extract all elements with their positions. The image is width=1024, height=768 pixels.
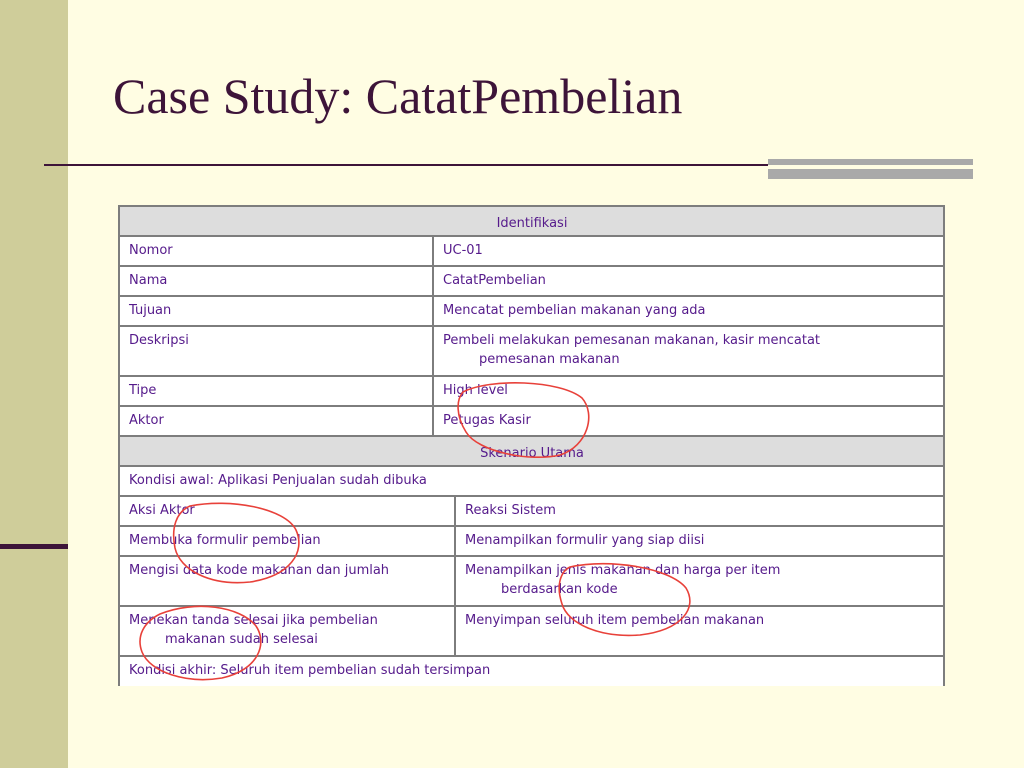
row-label: Aktor xyxy=(119,406,433,436)
row-label: Deskripsi xyxy=(119,326,433,376)
reaksi-sistem-header: Reaksi Sistem xyxy=(455,496,944,526)
row-value: UC-01 xyxy=(433,236,944,266)
aksi-aktor-cell: Mengisi data kode makanan dan jumlah xyxy=(119,556,455,606)
scenario-step-row xyxy=(119,606,944,656)
section-title: Identifikasi xyxy=(119,206,944,236)
row-label: Nama xyxy=(119,266,433,296)
row-value-line: pemesanan makanan xyxy=(479,352,620,367)
row-value: High level xyxy=(433,376,944,406)
row-label: Tujuan xyxy=(119,296,433,326)
scenario-header-row xyxy=(119,496,944,526)
slide-title: Case Study: CatatPembelian xyxy=(113,68,683,124)
left-accent-bar xyxy=(0,544,68,549)
table-row xyxy=(119,406,944,436)
table-row xyxy=(119,266,944,296)
reaksi-sistem-cell: Menampilkan formulir yang siap diisi xyxy=(455,526,944,556)
row-value-line: Pembeli melakukan pemesanan makanan, kasir mencatat xyxy=(443,333,821,348)
aksi-aktor-cell: Membuka formulir pembelian xyxy=(119,526,455,556)
decorative-gray-bar-thick xyxy=(768,169,973,179)
kondisi-awal: Kondisi awal: Aplikasi Penjualan sudah dibuka xyxy=(119,466,944,496)
table-row xyxy=(119,296,944,326)
reaksi-sistem-cell xyxy=(455,556,944,606)
table-row xyxy=(119,236,944,266)
row-label: Tipe xyxy=(119,376,433,406)
use-case-table xyxy=(118,205,945,686)
row-label: Nomor xyxy=(119,236,433,266)
kondisi-akhir: Kondisi akhir: Seluruh item pembelian sudah tersimpan xyxy=(119,656,944,686)
row-value: CatatPembelian xyxy=(433,266,944,296)
left-decorative-band xyxy=(0,0,68,768)
aksi-aktor-header: Aksi Aktor xyxy=(119,496,455,526)
reaksi-sistem-cell: Menyimpan seluruh item pembelian makanan xyxy=(455,606,944,656)
section-header-identifikasi xyxy=(119,206,944,236)
table-row xyxy=(119,326,944,376)
kondisi-akhir-row xyxy=(119,656,944,686)
row-value: Petugas Kasir xyxy=(433,406,944,436)
reaksi-line: berdasarkan kode xyxy=(501,582,618,597)
table-row xyxy=(119,376,944,406)
row-value xyxy=(433,326,944,376)
row-value: Mencatat pembelian makanan yang ada xyxy=(433,296,944,326)
aksi-line: Menekan tanda selesai jika pembelian xyxy=(129,613,378,628)
scenario-step-row xyxy=(119,526,944,556)
reaksi-line: Menampilkan jenis makanan dan harga per item xyxy=(465,563,781,578)
section-title: Skenario Utama xyxy=(119,436,944,466)
section-header-skenario xyxy=(119,436,944,466)
aksi-line: makanan sudah selesai xyxy=(165,632,318,647)
aksi-aktor-cell xyxy=(119,606,455,656)
decorative-gray-bar xyxy=(768,159,973,165)
title-underline xyxy=(44,164,768,166)
kondisi-awal-row xyxy=(119,466,944,496)
scenario-step-row xyxy=(119,556,944,606)
